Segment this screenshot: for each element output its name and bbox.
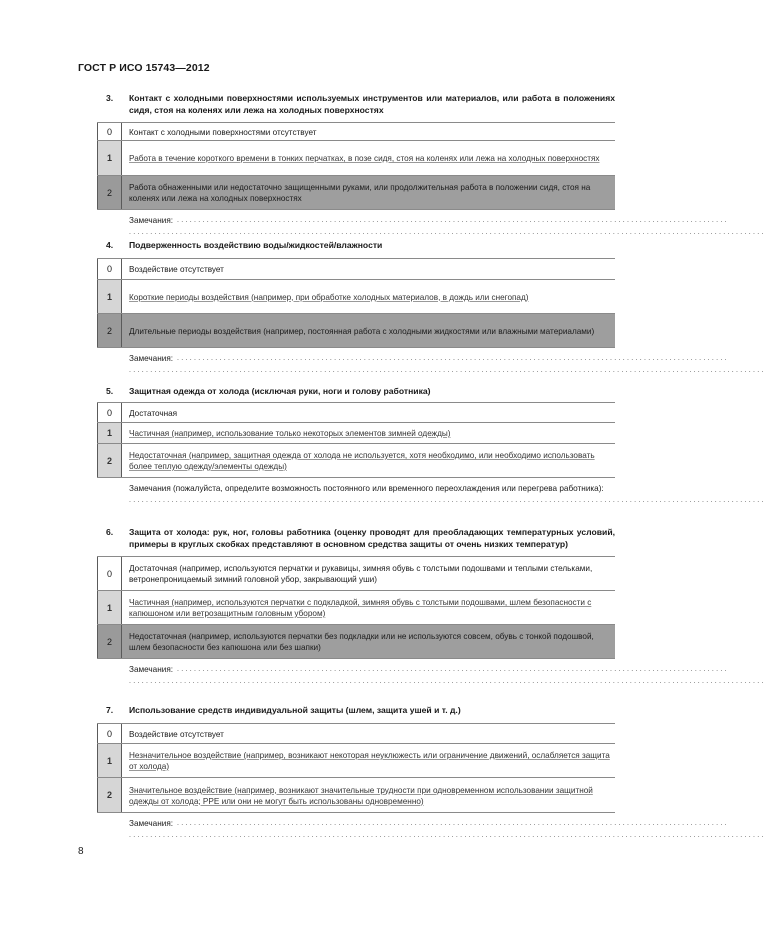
option-text: Работа в течение короткого времени в тонких перчатках, в позе сидя, стоя на коленях или лежа на холодных поверхностях	[129, 154, 600, 163]
option-row	[97, 556, 615, 590]
score-cell: 1	[97, 744, 122, 777]
option-text: Достаточная (например, используются перчатки и рукавицы, зимняя обувь с толстыми подошвами и теплыми стельками, ветронепроницаемый зимний головной убор, закрывающий уши)	[129, 564, 593, 584]
score-cell: 1	[97, 280, 122, 313]
section-number: 6.	[106, 527, 114, 537]
option-row	[97, 624, 615, 659]
option-row	[97, 258, 615, 279]
score-cell: 0	[97, 259, 122, 279]
score-cell: 1	[97, 591, 122, 624]
option-row	[97, 743, 615, 777]
option-row	[97, 279, 615, 313]
remarks: Замечания: .................................................................................................................................. ......................................................................................................................................................	[129, 819, 766, 839]
score-cell: 2	[97, 778, 122, 812]
score-cell: 0	[97, 123, 122, 140]
option-text: Воздействие отсутствует	[129, 265, 224, 274]
score-cell: 1	[97, 141, 122, 175]
option-text: Частичная (например, используются перчатки с подкладкой, зимняя обувь с толстыми подошвами, шлем безопасности с капюшоном или ветрозащитным головным убором)	[129, 598, 592, 618]
section-title: 7. Использование средств индивидуальной защиты (шлем, защита ушей и т. д.)	[106, 705, 461, 715]
option-text: Работа обнаженными или недостаточно защищенными руками, или продолжительная работа в положении сидя, стоя на коленях или лежа на холодных поверхностях	[122, 176, 615, 209]
option-text: Недостаточная (например, используются перчатки без подкладки или не используются совсем, обувь с тонкой подошвой, шлем безопасности без капюшона или без шапки)	[122, 625, 615, 658]
section-7	[97, 704, 766, 842]
option-row	[97, 723, 615, 743]
section-title: 6. Защита от холода: рук, ног, головы работника (оценку проводят для преобладающих температурных условий, примеры в круглых скобках представляют в основном средства защиты от очень низких температур)	[106, 527, 615, 549]
option-row	[97, 590, 615, 624]
score-cell: 0	[97, 557, 122, 590]
option-text: Достаточная	[129, 408, 178, 418]
score-cell: 2	[97, 444, 122, 477]
score-cell: 2	[97, 314, 122, 347]
option-text: Контакт с холодными поверхностями отсутствует	[129, 127, 317, 137]
score-cell: 1	[97, 423, 122, 443]
option-row	[97, 777, 615, 813]
page-number: 8	[78, 846, 84, 857]
score-cell: 0	[97, 403, 122, 422]
remarks: Замечания: .................................................................................................................................. ......................................................................................................................................................	[129, 354, 766, 374]
option-text: Частичная (например, использование только некоторых элементов зимней одежды)	[129, 429, 451, 438]
page-header: ГОСТ Р ИСО 15743—2012	[78, 62, 210, 74]
option-text: Длительные периоды воздействия (например, постоянная работа с холодными жидкостями или влажными материалами)	[122, 314, 615, 347]
score-cell: 2	[97, 625, 122, 658]
section-5	[97, 385, 766, 507]
remarks: Замечания: .................................................................................................................................. ......................................................................................................................................................	[129, 665, 766, 685]
section-number: 7.	[106, 705, 114, 715]
option-row	[97, 402, 615, 422]
section-4	[97, 239, 766, 377]
option-text: Недостаточная (например, защитная одежда от холода не используется, хотя необходимо, или необходимо использовать более теплую одежду/элементы одежды)	[129, 451, 595, 471]
score-cell: 2	[97, 176, 122, 209]
option-row	[97, 175, 615, 210]
section-title: 4. Подверженность воздействию воды/жидкостей/влажности	[106, 240, 383, 250]
option-row	[97, 122, 615, 140]
option-text: Значительное воздействие (например, возникают значительные трудности при одновременном использовании защитной одежды от холода; PPE или они не могут быть использованы одновременно)	[129, 785, 593, 806]
option-row	[97, 443, 615, 478]
score-cell: 0	[97, 724, 122, 743]
remarks: Замечания: .................................................................................................................................. ......................................................................................................................................................	[129, 216, 766, 236]
section-title: 3. Контакт с холодными поверхностями используемых инструментов или материалов, или работа в положениях сидя, стоя на коленях или лежа на холодных поверхностях	[106, 93, 615, 115]
remarks: Замечания (пожалуйста, определите возможность постоянного или временного переохлаждения или перегрева работника): ......................................................................................................................................................	[129, 484, 766, 504]
option-text: Короткие периоды воздействия (например, при обработке холодных материалов, в дождь или снегопад)	[129, 292, 529, 302]
option-text: Незначительное воздействие (например, возникают некоторая неуклюжесть или ограничение движений, ослабляется защита от холода)	[129, 751, 610, 771]
option-row	[97, 140, 615, 175]
option-row	[97, 422, 615, 443]
option-text: Воздействие отсутствует	[129, 729, 224, 739]
section-3	[97, 92, 766, 239]
section-title: 5. Защитная одежда от холода (исключая руки, ноги и голову работника)	[106, 386, 431, 396]
section-number: 5.	[106, 386, 114, 396]
section-number: 3.	[106, 93, 114, 103]
option-row	[97, 313, 615, 348]
section-number: 4.	[106, 240, 114, 250]
section-6	[97, 526, 766, 688]
